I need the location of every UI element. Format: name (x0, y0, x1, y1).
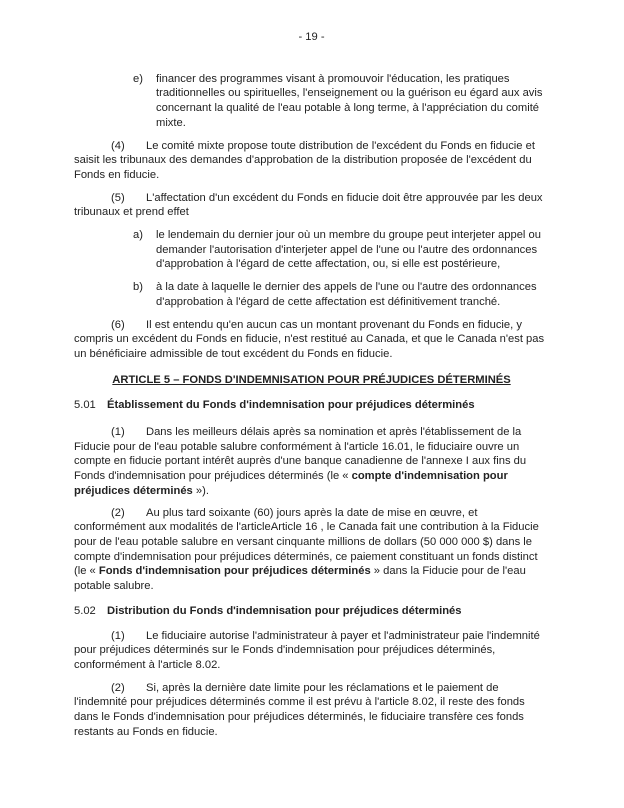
paragraph-5-01-1 (74, 425, 549, 499)
paragraph-5-01-1-bold-term: compte d'indemnisation pour préjudices déterminés (74, 470, 508, 497)
page-number: - 19 - (298, 31, 325, 43)
list-item-b (133, 280, 549, 309)
paragraph-5-01-2 (74, 506, 549, 594)
list-item-e (133, 72, 549, 131)
article-5-title: ARTICLE 5 – FONDS D'INDEMNISATION POUR PRÉJUDICES DÉTERMINÉS (112, 373, 511, 386)
paragraph-5-01-1-text-end: »). (192, 484, 209, 497)
list-item-a-text: le lendemain du dernier jour où un membre du groupe peut interjeter appel ou demander l'autorisation d'interjeter appel de l'une ou l'autre des ordonnances d'approbation à l'égard de cette affectation, ou, si elle est postérieure, (156, 229, 541, 271)
paragraph-5-01-2-text-end: » dans la Fiducie pour de l'eau potable salubre. (74, 565, 526, 593)
section-5-01-heading-text: Établissement du Fonds d'indemnisation pour préjudices déterminés (107, 399, 475, 412)
paragraph-6-number: (6) (111, 318, 125, 331)
paragraph-5 (74, 191, 549, 220)
paragraph-4-text: Le comité mixte propose toute distribution de l'excédent du Fonds en fiducie et saisit les tribunaux des demandes d'approbation de la distribution proposée de l'excédent du Fonds en fiducie. (74, 139, 535, 181)
paragraph-4-number: (4) (111, 139, 125, 152)
paragraph-5-text: L'affectation d'un excédent du Fonds en fiducie doit être approuvée par les deux tribunaux et prend effet (74, 191, 543, 219)
paragraph-5-02-1-number: (1) (111, 629, 125, 642)
list-item-b-label: b) (133, 281, 143, 294)
paragraph-5-02-1 (74, 629, 549, 673)
paragraph-4 (74, 139, 549, 183)
paragraph-5-02-2 (74, 681, 549, 740)
section-5-02-number: 5.02 (74, 604, 96, 617)
list-item-a (133, 228, 549, 272)
paragraph-5-02-1-text: Le fiduciaire autorise l'administrateur à payer et l'administrateur paie l'indemnité pour préjudices déterminés sur le Fonds d'indemnisation pour préjudices déterminés, conformément à l'article 8.02. (74, 629, 540, 671)
list-item-b-text: à la date à laquelle le dernier des appels de l'une ou l'autre des ordonnances d'approbation à l'égard de cette affectation est définitivement tranché. (156, 281, 537, 308)
section-5-01-heading (74, 398, 549, 413)
paragraph-5-number: (5) (111, 191, 125, 204)
paragraph-5-01-1-number: (1) (111, 426, 125, 439)
paragraph-5-02-2-number: (2) (111, 681, 125, 694)
paragraph-5-02-2-text: Si, après la dernière date limite pour les réclamations et le paiement de l'indemnité pour préjudices déterminés comme il est prévu à l'article 8.02, il reste des fonds dans le Fonds d'indemnisation pour préjudices déterminés, le fiduciaire transfère ces fonds restants au Fonds en fiducie. (74, 681, 525, 738)
paragraph-5-01-1-text: Dans les meilleurs délais après sa nomination et après l'établissement de la Fiducie pour de l'eau potable salubre conformément à l'article 16.01, le fiduciaire ouvre un compte en fiducie portant intérêt auprès d'une banque canadienne de l'annexe I aux fins du Fonds d'indemnisation pour préjudices déterminés (le « (74, 426, 527, 483)
section-5-02-heading (74, 604, 549, 619)
paragraph-5-01-2-number: (2) (111, 506, 125, 519)
paragraph-6-text: Il est entendu qu'en aucun cas un montant provenant du Fonds en fiducie, y compris un excédent du Fonds en fiducie, n'est restitué au Canada, et que le Canada n'est pas un bénéficiaire admissible de tout excédent du Fonds en fiducie. (74, 318, 545, 360)
section-5-02-heading-text: Distribution du Fonds d'indemnisation pour préjudices déterminés (107, 604, 462, 617)
paragraph-5-01-2-bold-term: Fonds d'indemnisation pour préjudices déterminés (98, 565, 371, 578)
paragraph-5-01-2-text: Au plus tard soixante (60) jours après la date de mise en œuvre, et conformément aux modalités de l'articleArticle 16 , le Canada fait une contribution à la Fiducie pour de l'eau potable salubre en versant cinquante millions de dollars (50 000 000 $) dans le compte d'indemnisation pour préjudices déterminés, ce paiement constituant un fonds distinct (le « (74, 506, 539, 578)
list-item-a-label: a) (133, 229, 143, 242)
list-item-e-text: financer des programmes visant à promouvoir l'éducation, les pratiques traditionnelles ou spirituelles, l'enseignement ou la guérison eu égard aux avis concernant la qualité de l'eau potable à long terme, à l'appréciation du comité mixte. (156, 72, 543, 129)
paragraph-6 (74, 318, 549, 362)
list-item-e-label: e) (133, 72, 143, 85)
section-5-01-number: 5.01 (74, 399, 96, 412)
